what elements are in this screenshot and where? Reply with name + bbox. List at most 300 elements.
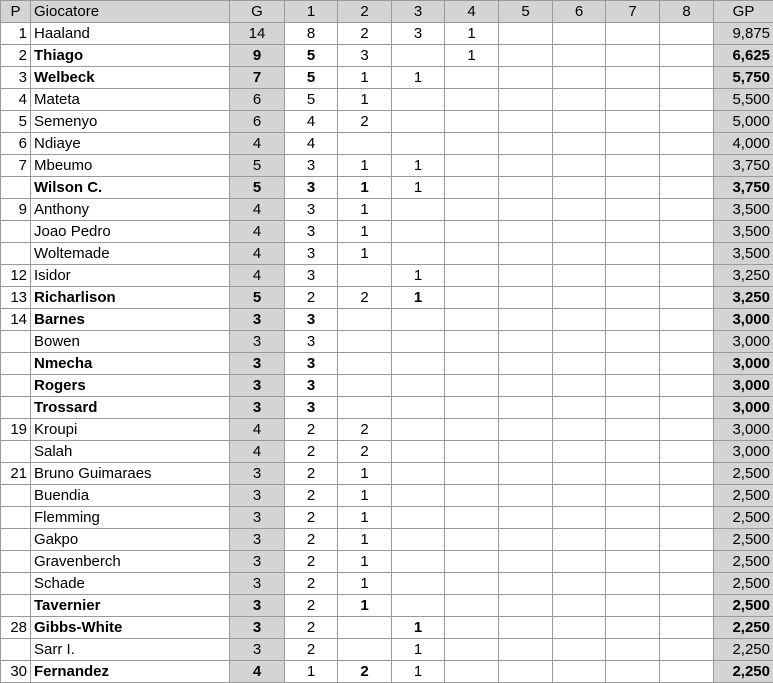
cell-1[interactable]: 2	[285, 573, 338, 595]
cell-pos[interactable]: 28	[1, 617, 31, 639]
cell-8[interactable]	[660, 507, 714, 529]
cell-5[interactable]	[499, 573, 553, 595]
cell-1[interactable]: 3	[285, 397, 338, 419]
cell-4[interactable]: 1	[445, 45, 499, 67]
cell-player[interactable]: Richarlison	[31, 287, 230, 309]
cell-2[interactable]: 3	[338, 45, 392, 67]
cell-2[interactable]: 1	[338, 595, 392, 617]
cell-2[interactable]: 1	[338, 155, 392, 177]
cell-4[interactable]	[445, 661, 499, 683]
cell-gp[interactable]: 2,500	[714, 529, 773, 551]
cell-pos[interactable]	[1, 595, 31, 617]
cell-pos[interactable]	[1, 507, 31, 529]
header-cell-pos[interactable]: P	[1, 1, 31, 23]
cell-8[interactable]	[660, 573, 714, 595]
cell-gp[interactable]: 2,250	[714, 661, 773, 683]
cell-4[interactable]	[445, 441, 499, 463]
cell-8[interactable]	[660, 485, 714, 507]
cell-gp[interactable]: 3,000	[714, 419, 773, 441]
cell-7[interactable]	[606, 265, 660, 287]
cell-3[interactable]	[392, 485, 445, 507]
cell-pos[interactable]: 5	[1, 111, 31, 133]
cell-player[interactable]: Fernandez	[31, 661, 230, 683]
cell-2[interactable]	[338, 133, 392, 155]
cell-7[interactable]	[606, 529, 660, 551]
cell-8[interactable]	[660, 45, 714, 67]
cell-g[interactable]: 4	[230, 243, 285, 265]
cell-6[interactable]	[553, 463, 606, 485]
cell-1[interactable]: 2	[285, 617, 338, 639]
cell-2[interactable]: 1	[338, 551, 392, 573]
cell-8[interactable]	[660, 67, 714, 89]
cell-7[interactable]	[606, 441, 660, 463]
cell-pos[interactable]	[1, 331, 31, 353]
cell-player[interactable]: Wilson C.	[31, 177, 230, 199]
cell-player[interactable]: Gravenberch	[31, 551, 230, 573]
cell-7[interactable]	[606, 397, 660, 419]
cell-6[interactable]	[553, 441, 606, 463]
cell-5[interactable]	[499, 309, 553, 331]
cell-4[interactable]	[445, 265, 499, 287]
cell-gp[interactable]: 2,250	[714, 639, 773, 661]
cell-g[interactable]: 3	[230, 529, 285, 551]
cell-6[interactable]	[553, 133, 606, 155]
cell-7[interactable]	[606, 177, 660, 199]
cell-5[interactable]	[499, 661, 553, 683]
cell-g[interactable]: 5	[230, 155, 285, 177]
cell-1[interactable]: 5	[285, 89, 338, 111]
cell-8[interactable]	[660, 243, 714, 265]
cell-3[interactable]	[392, 199, 445, 221]
cell-5[interactable]	[499, 463, 553, 485]
cell-pos[interactable]: 30	[1, 661, 31, 683]
cell-2[interactable]: 1	[338, 221, 392, 243]
cell-pos[interactable]: 1	[1, 23, 31, 45]
cell-1[interactable]: 2	[285, 441, 338, 463]
cell-g[interactable]: 4	[230, 133, 285, 155]
cell-pos[interactable]: 7	[1, 155, 31, 177]
cell-5[interactable]	[499, 331, 553, 353]
cell-pos[interactable]: 12	[1, 265, 31, 287]
cell-pos[interactable]	[1, 221, 31, 243]
cell-player[interactable]: Bowen	[31, 331, 230, 353]
cell-7[interactable]	[606, 45, 660, 67]
cell-player[interactable]: Schade	[31, 573, 230, 595]
cell-player[interactable]: Mbeumo	[31, 155, 230, 177]
cell-7[interactable]	[606, 485, 660, 507]
cell-player[interactable]: Haaland	[31, 23, 230, 45]
cell-g[interactable]: 3	[230, 397, 285, 419]
cell-g[interactable]: 3	[230, 375, 285, 397]
cell-4[interactable]	[445, 243, 499, 265]
header-cell-player[interactable]: Giocatore	[31, 1, 230, 23]
cell-4[interactable]	[445, 287, 499, 309]
cell-3[interactable]: 3	[392, 23, 445, 45]
header-cell-6[interactable]: 6	[553, 1, 606, 23]
cell-2[interactable]: 2	[338, 23, 392, 45]
cell-7[interactable]	[606, 287, 660, 309]
cell-pos[interactable]: 2	[1, 45, 31, 67]
cell-6[interactable]	[553, 485, 606, 507]
cell-8[interactable]	[660, 89, 714, 111]
cell-8[interactable]	[660, 155, 714, 177]
cell-5[interactable]	[499, 243, 553, 265]
cell-6[interactable]	[553, 23, 606, 45]
cell-pos[interactable]: 19	[1, 419, 31, 441]
cell-7[interactable]	[606, 551, 660, 573]
cell-pos[interactable]: 4	[1, 89, 31, 111]
cell-7[interactable]	[606, 463, 660, 485]
cell-7[interactable]	[606, 199, 660, 221]
cell-2[interactable]: 1	[338, 507, 392, 529]
cell-player[interactable]: Gakpo	[31, 529, 230, 551]
cell-g[interactable]: 3	[230, 485, 285, 507]
cell-7[interactable]	[606, 595, 660, 617]
cell-5[interactable]	[499, 551, 553, 573]
cell-5[interactable]	[499, 375, 553, 397]
cell-8[interactable]	[660, 397, 714, 419]
cell-7[interactable]	[606, 155, 660, 177]
cell-8[interactable]	[660, 309, 714, 331]
cell-1[interactable]: 3	[285, 353, 338, 375]
cell-1[interactable]: 2	[285, 639, 338, 661]
cell-g[interactable]: 3	[230, 507, 285, 529]
cell-pos[interactable]: 21	[1, 463, 31, 485]
header-cell-5[interactable]: 5	[499, 1, 553, 23]
cell-pos[interactable]: 13	[1, 287, 31, 309]
cell-player[interactable]: Semenyo	[31, 111, 230, 133]
cell-1[interactable]: 8	[285, 23, 338, 45]
cell-4[interactable]	[445, 639, 499, 661]
cell-gp[interactable]: 5,750	[714, 67, 773, 89]
cell-2[interactable]	[338, 397, 392, 419]
cell-3[interactable]	[392, 221, 445, 243]
cell-1[interactable]: 3	[285, 177, 338, 199]
cell-player[interactable]: Thiago	[31, 45, 230, 67]
cell-6[interactable]	[553, 111, 606, 133]
cell-5[interactable]	[499, 397, 553, 419]
cell-7[interactable]	[606, 573, 660, 595]
cell-pos[interactable]	[1, 529, 31, 551]
cell-1[interactable]: 2	[285, 485, 338, 507]
cell-g[interactable]: 3	[230, 463, 285, 485]
cell-5[interactable]	[499, 199, 553, 221]
cell-pos[interactable]	[1, 485, 31, 507]
cell-1[interactable]: 2	[285, 507, 338, 529]
cell-pos[interactable]	[1, 397, 31, 419]
cell-2[interactable]: 1	[338, 573, 392, 595]
cell-g[interactable]: 7	[230, 67, 285, 89]
cell-3[interactable]	[392, 529, 445, 551]
cell-1[interactable]: 3	[285, 221, 338, 243]
cell-6[interactable]	[553, 45, 606, 67]
cell-4[interactable]	[445, 551, 499, 573]
cell-gp[interactable]: 4,000	[714, 133, 773, 155]
cell-8[interactable]	[660, 265, 714, 287]
cell-4[interactable]: 1	[445, 23, 499, 45]
cell-gp[interactable]: 2,500	[714, 551, 773, 573]
cell-3[interactable]: 1	[392, 639, 445, 661]
cell-player[interactable]: Mateta	[31, 89, 230, 111]
cell-g[interactable]: 3	[230, 595, 285, 617]
cell-pos[interactable]	[1, 177, 31, 199]
cell-4[interactable]	[445, 397, 499, 419]
cell-8[interactable]	[660, 375, 714, 397]
cell-g[interactable]: 9	[230, 45, 285, 67]
cell-1[interactable]: 3	[285, 331, 338, 353]
cell-pos[interactable]	[1, 551, 31, 573]
cell-5[interactable]	[499, 221, 553, 243]
cell-4[interactable]	[445, 595, 499, 617]
cell-8[interactable]	[660, 441, 714, 463]
cell-g[interactable]: 14	[230, 23, 285, 45]
cell-2[interactable]: 2	[338, 661, 392, 683]
cell-5[interactable]	[499, 287, 553, 309]
cell-2[interactable]	[338, 265, 392, 287]
cell-8[interactable]	[660, 595, 714, 617]
cell-7[interactable]	[606, 67, 660, 89]
cell-gp[interactable]: 3,750	[714, 155, 773, 177]
cell-1[interactable]: 4	[285, 133, 338, 155]
cell-5[interactable]	[499, 265, 553, 287]
cell-6[interactable]	[553, 221, 606, 243]
cell-player[interactable]: Tavernier	[31, 595, 230, 617]
cell-player[interactable]: Bruno Guimaraes	[31, 463, 230, 485]
cell-3[interactable]: 1	[392, 155, 445, 177]
cell-6[interactable]	[553, 529, 606, 551]
cell-7[interactable]	[606, 661, 660, 683]
cell-4[interactable]	[445, 331, 499, 353]
cell-7[interactable]	[606, 89, 660, 111]
cell-player[interactable]: Gibbs-White	[31, 617, 230, 639]
cell-g[interactable]: 3	[230, 573, 285, 595]
cell-4[interactable]	[445, 67, 499, 89]
cell-player[interactable]: Salah	[31, 441, 230, 463]
cell-3[interactable]	[392, 45, 445, 67]
cell-gp[interactable]: 3,000	[714, 375, 773, 397]
header-cell-g[interactable]: G	[230, 1, 285, 23]
cell-3[interactable]: 1	[392, 67, 445, 89]
cell-player[interactable]: Anthony	[31, 199, 230, 221]
cell-8[interactable]	[660, 551, 714, 573]
cell-8[interactable]	[660, 639, 714, 661]
cell-4[interactable]	[445, 375, 499, 397]
cell-8[interactable]	[660, 23, 714, 45]
cell-7[interactable]	[606, 375, 660, 397]
cell-6[interactable]	[553, 507, 606, 529]
cell-4[interactable]	[445, 309, 499, 331]
cell-1[interactable]: 3	[285, 375, 338, 397]
cell-g[interactable]: 4	[230, 419, 285, 441]
cell-1[interactable]: 3	[285, 243, 338, 265]
cell-7[interactable]	[606, 23, 660, 45]
cell-3[interactable]	[392, 573, 445, 595]
cell-gp[interactable]: 2,250	[714, 617, 773, 639]
cell-3[interactable]	[392, 397, 445, 419]
cell-8[interactable]	[660, 463, 714, 485]
cell-3[interactable]: 1	[392, 177, 445, 199]
cell-1[interactable]: 2	[285, 595, 338, 617]
cell-player[interactable]: Isidor	[31, 265, 230, 287]
cell-5[interactable]	[499, 353, 553, 375]
cell-g[interactable]: 4	[230, 221, 285, 243]
cell-4[interactable]	[445, 419, 499, 441]
cell-4[interactable]	[445, 485, 499, 507]
cell-pos[interactable]: 6	[1, 133, 31, 155]
cell-8[interactable]	[660, 177, 714, 199]
cell-g[interactable]: 3	[230, 617, 285, 639]
cell-g[interactable]: 4	[230, 199, 285, 221]
cell-3[interactable]	[392, 89, 445, 111]
cell-g[interactable]: 6	[230, 111, 285, 133]
cell-6[interactable]	[553, 331, 606, 353]
cell-g[interactable]: 5	[230, 287, 285, 309]
cell-gp[interactable]: 3,500	[714, 199, 773, 221]
header-cell-gp[interactable]: GP	[714, 1, 773, 23]
cell-5[interactable]	[499, 45, 553, 67]
cell-g[interactable]: 4	[230, 441, 285, 463]
cell-player[interactable]: Sarr I.	[31, 639, 230, 661]
cell-player[interactable]: Woltemade	[31, 243, 230, 265]
cell-2[interactable]: 2	[338, 419, 392, 441]
cell-4[interactable]	[445, 221, 499, 243]
cell-6[interactable]	[553, 287, 606, 309]
cell-7[interactable]	[606, 507, 660, 529]
cell-pos[interactable]	[1, 243, 31, 265]
cell-6[interactable]	[553, 353, 606, 375]
header-cell-4[interactable]: 4	[445, 1, 499, 23]
cell-6[interactable]	[553, 243, 606, 265]
cell-3[interactable]	[392, 463, 445, 485]
cell-6[interactable]	[553, 419, 606, 441]
cell-6[interactable]	[553, 177, 606, 199]
cell-player[interactable]: Buendia	[31, 485, 230, 507]
cell-6[interactable]	[553, 265, 606, 287]
cell-1[interactable]: 1	[285, 661, 338, 683]
cell-6[interactable]	[553, 551, 606, 573]
cell-5[interactable]	[499, 507, 553, 529]
cell-g[interactable]: 3	[230, 639, 285, 661]
cell-3[interactable]	[392, 243, 445, 265]
cell-gp[interactable]: 2,500	[714, 573, 773, 595]
cell-2[interactable]	[338, 331, 392, 353]
cell-5[interactable]	[499, 67, 553, 89]
cell-player[interactable]: Welbeck	[31, 67, 230, 89]
cell-4[interactable]	[445, 573, 499, 595]
cell-gp[interactable]: 3,000	[714, 331, 773, 353]
cell-4[interactable]	[445, 463, 499, 485]
cell-8[interactable]	[660, 529, 714, 551]
cell-7[interactable]	[606, 243, 660, 265]
cell-g[interactable]: 6	[230, 89, 285, 111]
cell-5[interactable]	[499, 419, 553, 441]
cell-2[interactable]: 1	[338, 529, 392, 551]
cell-3[interactable]	[392, 309, 445, 331]
cell-gp[interactable]: 3,000	[714, 441, 773, 463]
cell-3[interactable]: 1	[392, 617, 445, 639]
cell-6[interactable]	[553, 89, 606, 111]
cell-7[interactable]	[606, 111, 660, 133]
cell-2[interactable]: 1	[338, 177, 392, 199]
cell-8[interactable]	[660, 617, 714, 639]
cell-5[interactable]	[499, 155, 553, 177]
cell-g[interactable]: 4	[230, 661, 285, 683]
cell-6[interactable]	[553, 309, 606, 331]
cell-2[interactable]: 1	[338, 463, 392, 485]
cell-gp[interactable]: 3,250	[714, 265, 773, 287]
cell-2[interactable]: 1	[338, 243, 392, 265]
cell-player[interactable]: Ndiaye	[31, 133, 230, 155]
cell-6[interactable]	[553, 199, 606, 221]
cell-4[interactable]	[445, 507, 499, 529]
cell-g[interactable]: 5	[230, 177, 285, 199]
cell-3[interactable]	[392, 133, 445, 155]
cell-6[interactable]	[553, 639, 606, 661]
cell-2[interactable]	[338, 375, 392, 397]
header-cell-2[interactable]: 2	[338, 1, 392, 23]
cell-1[interactable]: 3	[285, 309, 338, 331]
cell-gp[interactable]: 3,000	[714, 397, 773, 419]
cell-gp[interactable]: 3,000	[714, 353, 773, 375]
cell-1[interactable]: 2	[285, 419, 338, 441]
cell-pos[interactable]	[1, 441, 31, 463]
cell-2[interactable]: 2	[338, 441, 392, 463]
cell-7[interactable]	[606, 309, 660, 331]
cell-player[interactable]: Rogers	[31, 375, 230, 397]
cell-gp[interactable]: 2,500	[714, 507, 773, 529]
cell-1[interactable]: 4	[285, 111, 338, 133]
cell-7[interactable]	[606, 331, 660, 353]
cell-player[interactable]: Barnes	[31, 309, 230, 331]
cell-6[interactable]	[553, 375, 606, 397]
cell-3[interactable]	[392, 419, 445, 441]
cell-1[interactable]: 2	[285, 287, 338, 309]
cell-player[interactable]: Trossard	[31, 397, 230, 419]
cell-1[interactable]: 3	[285, 265, 338, 287]
cell-2[interactable]: 2	[338, 287, 392, 309]
cell-2[interactable]	[338, 639, 392, 661]
cell-7[interactable]	[606, 639, 660, 661]
cell-5[interactable]	[499, 23, 553, 45]
cell-7[interactable]	[606, 221, 660, 243]
cell-4[interactable]	[445, 199, 499, 221]
cell-3[interactable]	[392, 353, 445, 375]
cell-1[interactable]: 3	[285, 155, 338, 177]
cell-gp[interactable]: 3,750	[714, 177, 773, 199]
cell-6[interactable]	[553, 155, 606, 177]
cell-1[interactable]: 3	[285, 199, 338, 221]
header-cell-7[interactable]: 7	[606, 1, 660, 23]
cell-3[interactable]: 1	[392, 265, 445, 287]
cell-player[interactable]: Flemming	[31, 507, 230, 529]
cell-player[interactable]: Nmecha	[31, 353, 230, 375]
cell-g[interactable]: 3	[230, 353, 285, 375]
cell-2[interactable]: 2	[338, 111, 392, 133]
cell-5[interactable]	[499, 485, 553, 507]
cell-player[interactable]: Kroupi	[31, 419, 230, 441]
cell-7[interactable]	[606, 419, 660, 441]
cell-gp[interactable]: 3,000	[714, 309, 773, 331]
cell-gp[interactable]: 2,500	[714, 595, 773, 617]
cell-1[interactable]: 2	[285, 463, 338, 485]
cell-5[interactable]	[499, 89, 553, 111]
cell-6[interactable]	[553, 573, 606, 595]
cell-4[interactable]	[445, 133, 499, 155]
cell-pos[interactable]: 14	[1, 309, 31, 331]
cell-6[interactable]	[553, 661, 606, 683]
cell-5[interactable]	[499, 617, 553, 639]
cell-4[interactable]	[445, 617, 499, 639]
